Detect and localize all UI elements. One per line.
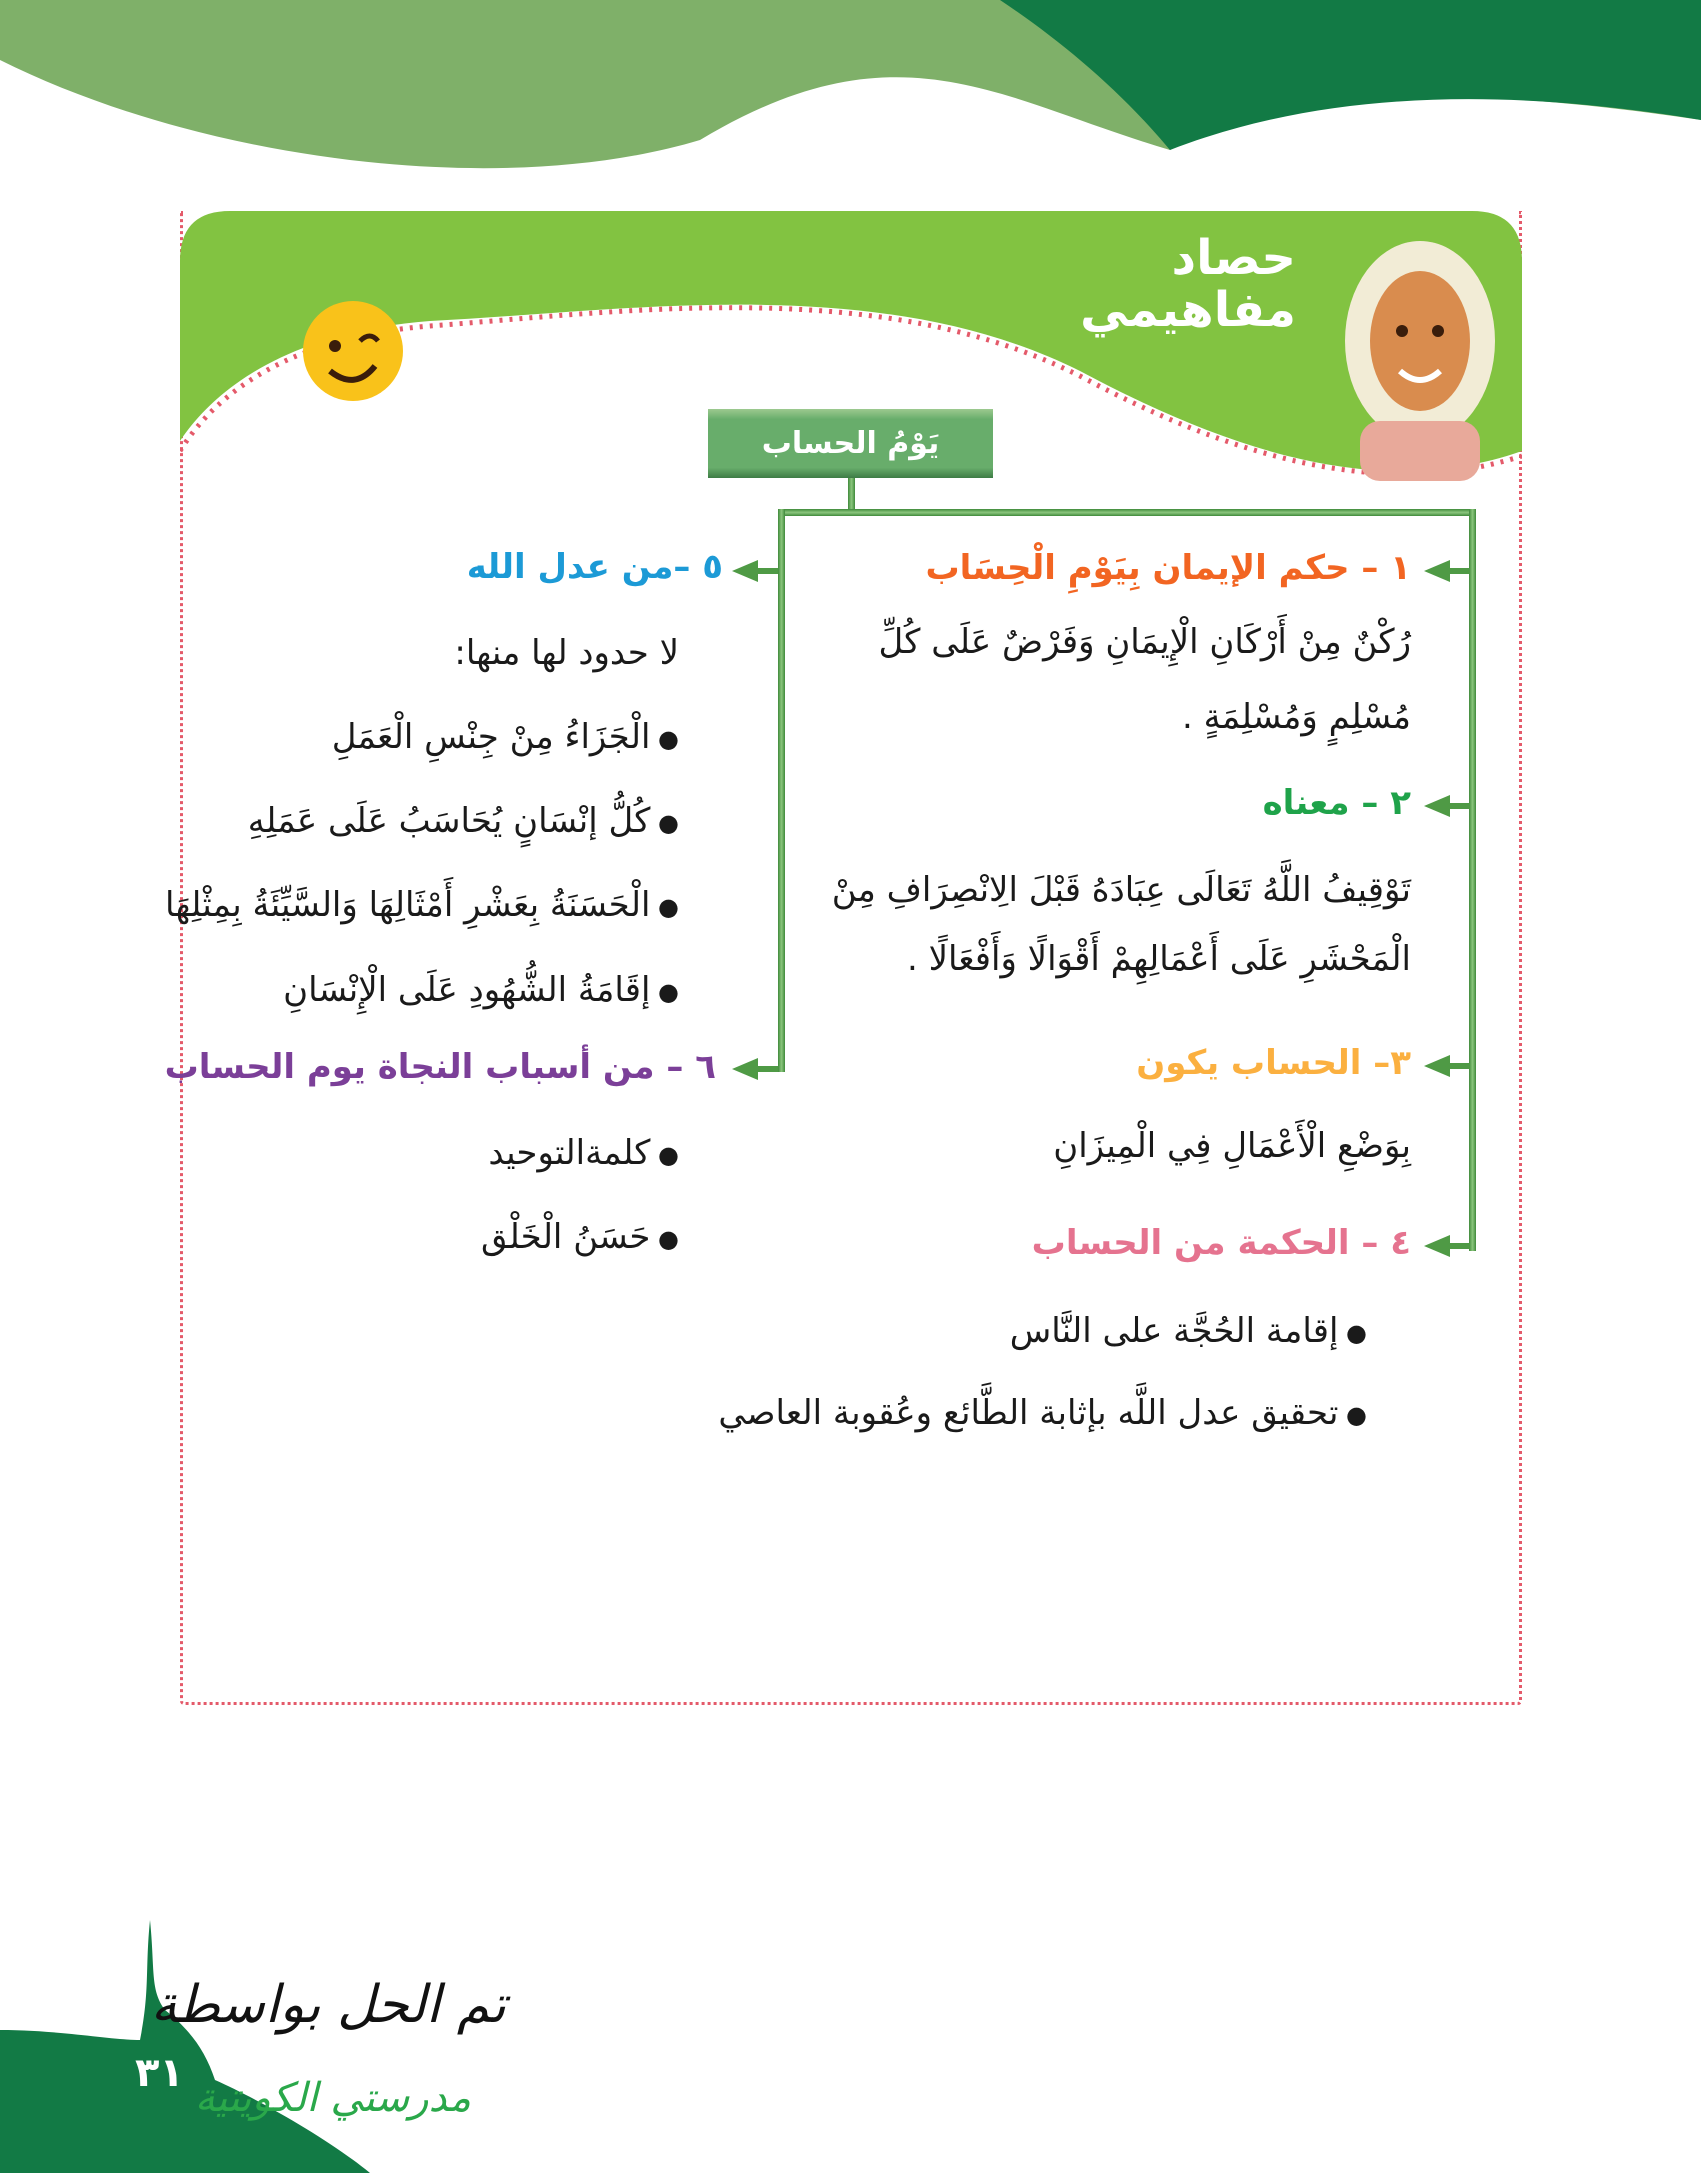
top-decorative-band <box>0 0 1701 200</box>
text-line: الْمَحْشَرِ عَلَى أَعْمَالِهِمْ أَقْوَالًا وَأَفْعَالًا . <box>906 939 1411 979</box>
heading-1: ١ – حكم الإيمان بِيَوْمِ الْحِسَاب <box>925 548 1411 588</box>
text-line: بِوَضْعِ الْأَعْمَالِ فِي الْمِيزَانِ <box>1053 1126 1411 1166</box>
right-branch-line <box>1469 509 1476 1251</box>
watermark-line2: مدرستي الكويتية <box>194 2075 471 2121</box>
heading-6: ٦ – من أسباب النجاة يوم الحساب <box>164 1047 716 1087</box>
arrow-left-icon <box>1424 1055 1450 1077</box>
heading-3: ٣– الحساب يكون <box>1136 1043 1411 1083</box>
bullet-item: ● إقَامَةُ الشُّهُودِ عَلَى الْإِنْسَانِ <box>283 970 679 1010</box>
arrow-left-icon <box>1424 795 1450 817</box>
heading-5: ٥ –من عدل الله <box>466 547 723 587</box>
arrow-left-icon <box>1424 560 1450 582</box>
heading-4: ٤ – الحكمة من الحساب <box>1031 1223 1411 1263</box>
bullet-item: ● كلمةالتوحيد <box>488 1133 679 1173</box>
bullet-item: ● تحقيق عدل اللَّه بإثابة الطَّائع وعُقوبة العاصي <box>718 1393 1367 1433</box>
section-title <box>1080 232 1296 336</box>
root-node <box>708 409 993 478</box>
arrow-left-icon <box>732 560 758 582</box>
text-line: تَوْقِيفُ اللَّهُ تَعَالَى عِبَادَهُ قَبْلَ الِانْصِرَافِ مِنْ <box>831 870 1411 910</box>
bullet-item: ● الْجَزَاءُ مِنْ جِنْسِ الْعَمَلِ <box>332 717 679 757</box>
left-branch-line <box>778 509 785 1072</box>
girl-avatar <box>1345 241 1495 481</box>
bullet-item: ● كُلُّ إنْسَانٍ يُحَاسَبُ عَلَى عَمَلِهِ <box>248 801 679 841</box>
bullet-item: ● حَسَنُ الْخَلْق <box>481 1217 679 1257</box>
winking-emoji-icon <box>303 301 403 401</box>
heading-2: ٢ – معناه <box>1262 783 1411 823</box>
branch-horizontal-line <box>778 509 1476 516</box>
arrow-left-icon <box>1424 1235 1450 1257</box>
intro-text: لا حدود لها منها: <box>454 633 679 673</box>
section-title-line2: مفاهيمي <box>1080 282 1296 338</box>
text-line: مُسْلِمٍ وَمُسْلِمَةٍ . <box>1182 697 1411 737</box>
arrow-left-icon <box>732 1058 758 1080</box>
section-title-line1: حصاد <box>1171 230 1296 286</box>
watermark-line1: تم الحل بواسطة <box>150 1975 506 2035</box>
page-number: ٣١ <box>135 2050 184 2096</box>
root-stem-line <box>848 478 855 512</box>
root-node-label: يَوْمُ الحساب <box>761 426 940 461</box>
bullet-item: ● إقامة الحُجَّة على النَّاس <box>1010 1311 1367 1351</box>
text-line: رُكْنٌ مِنْ أَرْكَانِ الْإِيمَانِ وَفَرْضٌ عَلَى كُلِّ <box>878 622 1411 662</box>
bullet-item: ● الْحَسَنَةُ بِعَشْرِ أَمْثَالِهَا وَالسَّيِّئَةُ بِمِثْلِهَا <box>165 885 679 925</box>
